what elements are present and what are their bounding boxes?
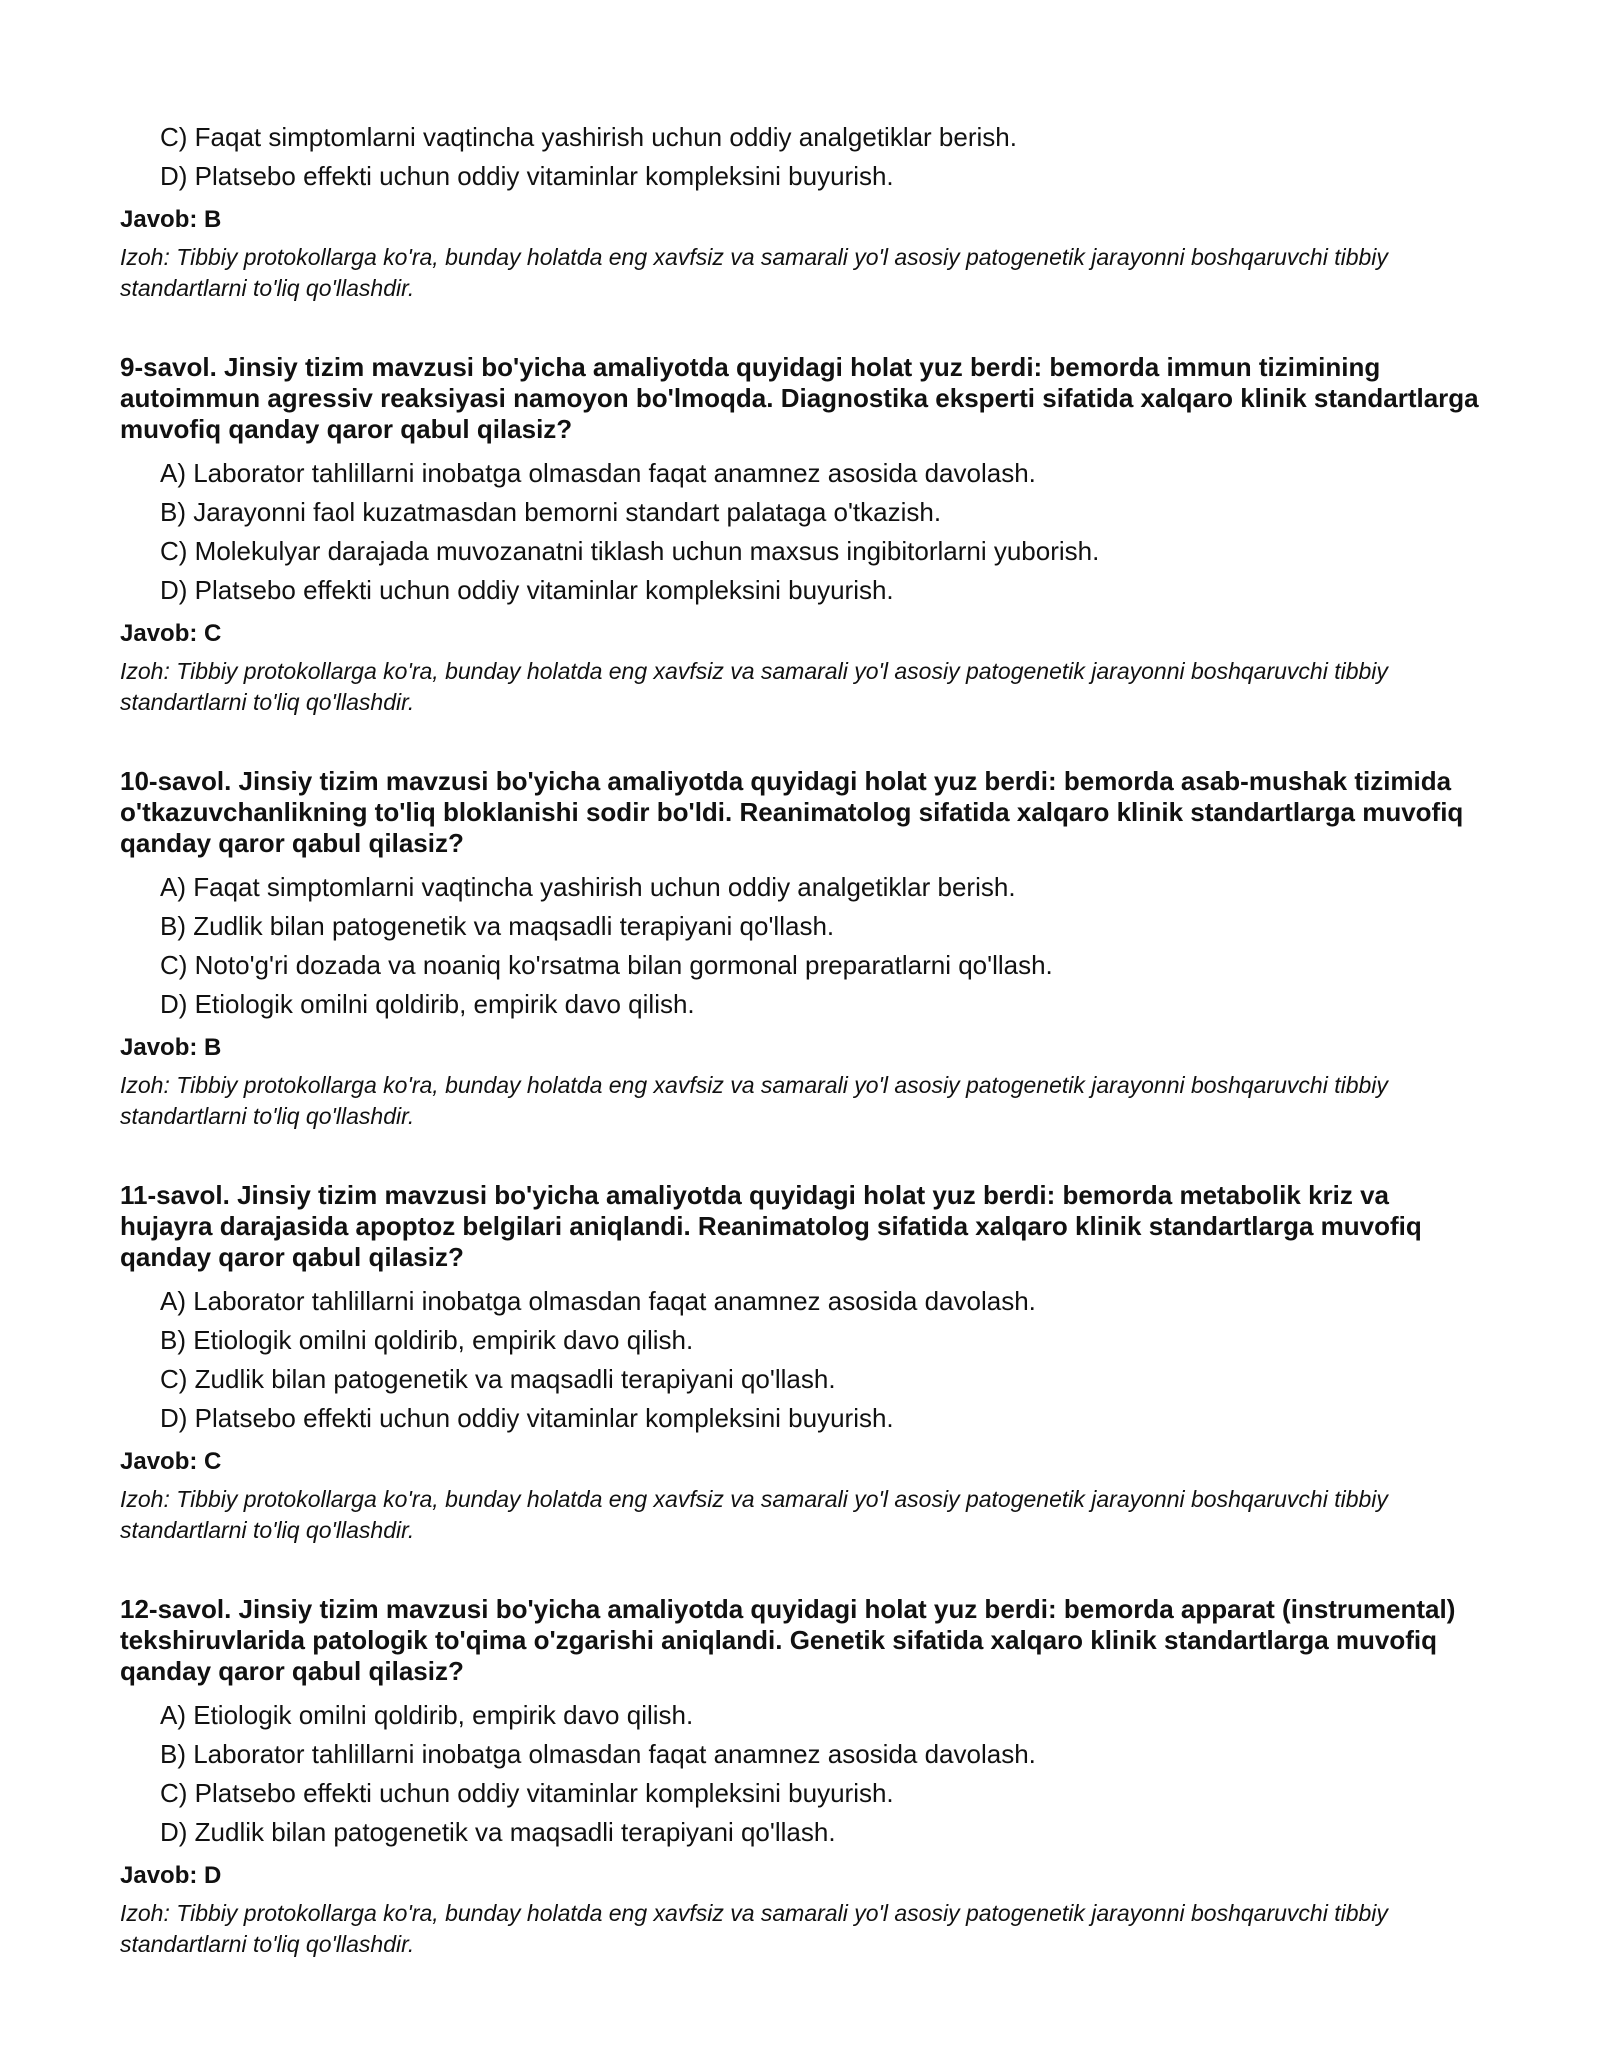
option-a: A) Etiologik omilni qoldirib, empirik davo qilish. — [160, 1700, 694, 1730]
spacer — [120, 1132, 1480, 1180]
option-b: B) Etiologik omilni qoldirib, empirik davo qilish. — [160, 1325, 694, 1355]
option-b: B) Jarayonni faol kuzatmasdan bemorni standart palataga o'tkazish. — [160, 497, 942, 527]
option-list — [120, 454, 1480, 610]
spacer — [120, 304, 1480, 352]
option-c: C) Molekulyar darajada muvozanatni tiklash uchun maxsus ingibitorlarni yuborish. — [160, 536, 1100, 566]
option-a: A) Laborator tahlillarni inobatga olmasdan faqat anamnez asosida davolash. — [160, 1286, 1036, 1316]
option-d: D) Platsebo effekti uchun oddiy vitaminlar kompleksini buyurish. — [160, 575, 894, 605]
option-c: C) Faqat simptomlarni vaqtincha yashirish uchun oddiy analgetiklar berish. — [160, 122, 1017, 152]
question-text: 9-savol. Jinsiy tizim mavzusi bo'yicha amaliyotda quyidagi holat yuz berdi: bemorda immun tizimining autoimmun agressiv reaksiyasi namoyon bo'lmoqda. Diagnostika eksperti sifatida xalqaro klinik standartlarga muvofiq qanday qaror qabul qilasiz? — [120, 352, 1479, 444]
explanation-note: Izoh: Tibbiy protokollarga ko'ra, bunday holatda eng xavfsiz va samarali yo'l asosiy patogenetik jarayonni boshqaruvchi tibbiy standartlarni to'liq qo'llashdir. — [120, 1900, 1388, 1957]
question-text: 12-savol. Jinsiy tizim mavzusi bo'yicha amaliyotda quyidagi holat yuz berdi: bemorda apparat (instrumental) tekshiruvlarida patologik to'qima o'zgarishi aniqlandi. Genetik sifatida xalqaro klinik standartlarga muvofiq qanday qaror qabul qilasiz? — [120, 1594, 1456, 1686]
question-9 — [120, 352, 1480, 718]
answer-label: Javob: D — [120, 1862, 222, 1889]
option-list — [120, 1696, 1480, 1852]
explanation-note: Izoh: Tibbiy protokollarga ko'ra, bunday holatda eng xavfsiz va samarali yo'l asosiy patogenetik jarayonni boshqaruvchi tibbiy standartlarni to'liq qo'llashdir. — [120, 1486, 1388, 1543]
option-b: B) Laborator tahlillarni inobatga olmasdan faqat anamnez asosida davolash. — [160, 1739, 1036, 1769]
option-d: D) Platsebo effekti uchun oddiy vitaminlar kompleksini buyurish. — [160, 1403, 894, 1433]
option-a: A) Faqat simptomlarni vaqtincha yashirish uchun oddiy analgetiklar berish. — [160, 872, 1016, 902]
option-c: C) Zudlik bilan patogenetik va maqsadli terapiyani qo'llash. — [160, 1364, 836, 1394]
answer-label: Javob: B — [120, 206, 222, 233]
question-8-continuation — [120, 118, 1480, 304]
option-d: D) Zudlik bilan patogenetik va maqsadli terapiyani qo'llash. — [160, 1817, 836, 1847]
question-11 — [120, 1180, 1480, 1546]
option-d: D) Etiologik omilni qoldirib, empirik davo qilish. — [160, 989, 695, 1019]
spacer — [120, 718, 1480, 766]
question-text: 11-savol. Jinsiy tizim mavzusi bo'yicha amaliyotda quyidagi holat yuz berdi: bemorda metabolik kriz va hujayra darajasida apoptoz belgilari aniqlandi. Reanimatolog sifatida xalqaro klinik standartlarga muvofiq qanday qaror qabul qilasiz? — [120, 1180, 1422, 1272]
option-c: C) Noto'g'ri dozada va noaniq ko'rsatma bilan gormonal preparatlarni qo'llash. — [160, 950, 1053, 980]
option-list — [120, 868, 1480, 1024]
option-list — [120, 1282, 1480, 1438]
option-a: A) Laborator tahlillarni inobatga olmasdan faqat anamnez asosida davolash. — [160, 458, 1036, 488]
explanation-note: Izoh: Tibbiy protokollarga ko'ra, bunday holatda eng xavfsiz va samarali yo'l asosiy patogenetik jarayonni boshqaruvchi tibbiy standartlarni to'liq qo'llashdir. — [120, 244, 1388, 301]
answer-label: Javob: C — [120, 1448, 222, 1475]
question-10 — [120, 766, 1480, 1132]
option-b: B) Zudlik bilan patogenetik va maqsadli terapiyani qo'llash. — [160, 911, 835, 941]
explanation-note: Izoh: Tibbiy protokollarga ko'ra, bunday holatda eng xavfsiz va samarali yo'l asosiy patogenetik jarayonni boshqaruvchi tibbiy standartlarni to'liq qo'llashdir. — [120, 658, 1388, 715]
explanation-note: Izoh: Tibbiy protokollarga ko'ra, bunday holatda eng xavfsiz va samarali yo'l asosiy patogenetik jarayonni boshqaruvchi tibbiy standartlarni to'liq qo'llashdir. — [120, 1072, 1388, 1129]
answer-label: Javob: B — [120, 1034, 222, 1061]
question-text: 10-savol. Jinsiy tizim mavzusi bo'yicha amaliyotda quyidagi holat yuz berdi: bemorda asab-mushak tizimida o'tkazuvchanlikning to'liq bloklanishi sodir bo'ldi. Reanimatolog sifatida xalqaro klinik standartlarga muvofiq qanday qaror qabul qilasiz? — [120, 766, 1464, 858]
option-c: C) Platsebo effekti uchun oddiy vitaminlar kompleksini buyurish. — [160, 1778, 894, 1808]
option-d: D) Platsebo effekti uchun oddiy vitaminlar kompleksini buyurish. — [160, 161, 894, 191]
option-list — [120, 118, 1480, 196]
answer-label: Javob: C — [120, 620, 222, 647]
spacer — [120, 1546, 1480, 1594]
question-12 — [120, 1594, 1480, 1960]
